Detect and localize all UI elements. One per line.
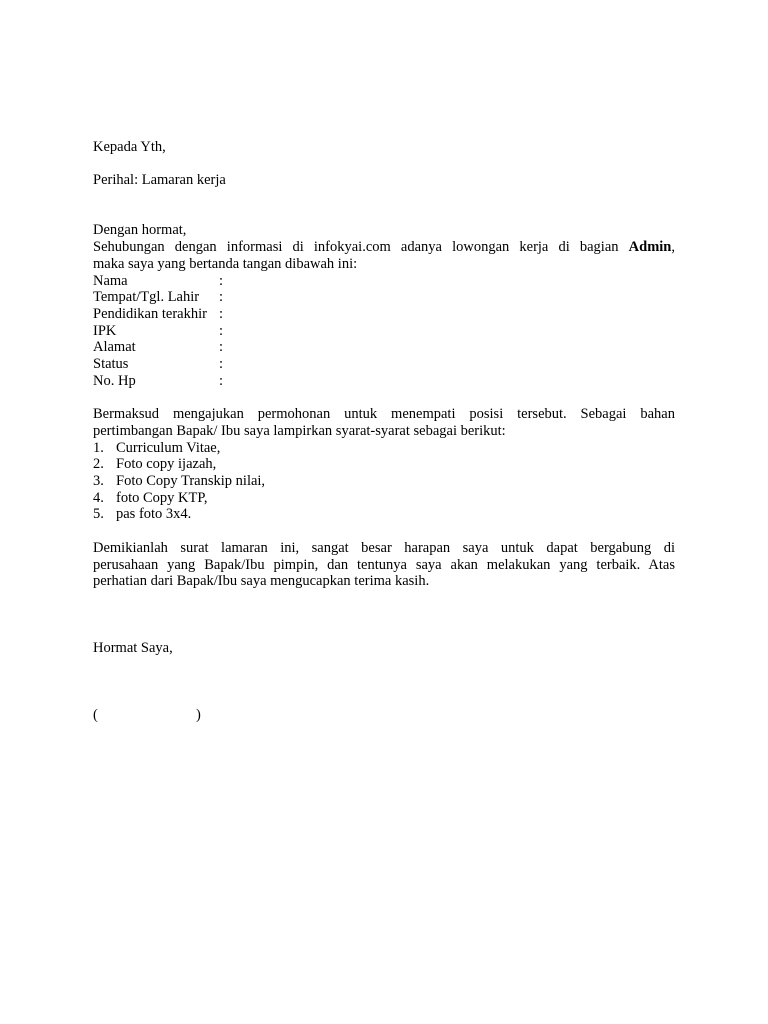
signoff-line: Hormat Saya,	[93, 639, 173, 656]
field-label: No. Hp	[93, 372, 136, 389]
attachment-number: 4.	[93, 489, 104, 506]
signature-placeholder	[93, 707, 675, 724]
closing-line-2: perusahaan yang Bapak/Ibu pimpin, dan tentunya saya akan melakukan yang terbaik. Atas	[93, 556, 675, 573]
field-row-hp	[93, 373, 675, 390]
intro-suffix: ,	[671, 239, 675, 256]
field-row-nama	[93, 273, 675, 290]
field-row-status	[93, 356, 675, 373]
attachment-number: 2.	[93, 456, 104, 473]
attachment-number: 1.	[93, 439, 104, 456]
intro-line-2: maka saya yang bertanda tangan dibawah ini:	[93, 255, 358, 272]
spacer	[93, 657, 675, 707]
field-separator: :	[219, 306, 224, 322]
field-separator: :	[219, 289, 224, 306]
attachment-item	[93, 456, 675, 473]
spacer	[93, 189, 675, 222]
field-row-ttl	[93, 289, 675, 306]
field-separator: :	[219, 372, 224, 389]
attachment-item	[93, 473, 675, 490]
field-row-ipk	[93, 323, 675, 340]
letter-page	[93, 139, 675, 723]
intro-line-1	[93, 239, 675, 256]
purpose-line-2: pertimbangan Bapak/ Ibu saya lampirkan syarat-syarat sebagai berikut:	[93, 422, 506, 439]
field-separator: :	[219, 272, 224, 289]
closing-line-3: perhatian dari Bapak/Ibu saya mengucapkan terima kasih.	[93, 573, 430, 590]
intro-prefix: Sehubungan dengan informasi di infokyai.com adanya lowongan kerja di bagian	[93, 239, 629, 256]
field-label: IPK	[93, 322, 117, 339]
greeting-line: Dengan hormat,	[93, 222, 187, 239]
attachment-text: Curriculum Vitae,	[116, 439, 221, 456]
signature-open-paren: (	[93, 706, 98, 723]
field-label: Nama	[93, 272, 128, 289]
field-separator: :	[219, 339, 224, 356]
attachment-number: 3.	[93, 473, 104, 490]
field-row-alamat	[93, 339, 675, 356]
spacer	[93, 523, 675, 540]
field-separator: :	[219, 356, 224, 373]
field-separator: :	[219, 322, 224, 339]
attachment-item	[93, 506, 675, 523]
spacer	[93, 156, 675, 173]
spacer	[93, 390, 675, 407]
closing-line-1: Demikianlah surat lamaran ini, sangat besar harapan saya untuk dapat bergabung di	[93, 539, 675, 556]
signature-close-paren: )	[196, 706, 201, 723]
field-label: Status	[93, 356, 129, 373]
field-label: Alamat	[93, 339, 136, 356]
recipient-line: Kepada Yth,	[93, 139, 166, 155]
attachment-text: Foto copy ijazah,	[116, 456, 217, 473]
attachment-text: pas foto 3x4.	[116, 506, 192, 523]
attachment-number: 5.	[93, 506, 104, 523]
attachment-text: Foto Copy Transkip nilai,	[116, 473, 266, 490]
field-row-pendidikan	[93, 306, 675, 323]
attachment-item	[93, 440, 675, 457]
attachment-item	[93, 490, 675, 507]
subject-line: Perihal: Lamaran kerja	[93, 172, 226, 189]
purpose-line-1: Bermaksud mengajukan permohonan untuk menempati posisi tersebut. Sebagai bahan	[93, 406, 675, 423]
field-label: Tempat/Tgl. Lahir	[93, 289, 200, 306]
attachment-text: foto Copy KTP,	[116, 489, 208, 506]
field-label: Pendidikan terakhir	[93, 306, 207, 322]
spacer	[93, 590, 675, 640]
intro-position: Admin	[628, 239, 672, 256]
